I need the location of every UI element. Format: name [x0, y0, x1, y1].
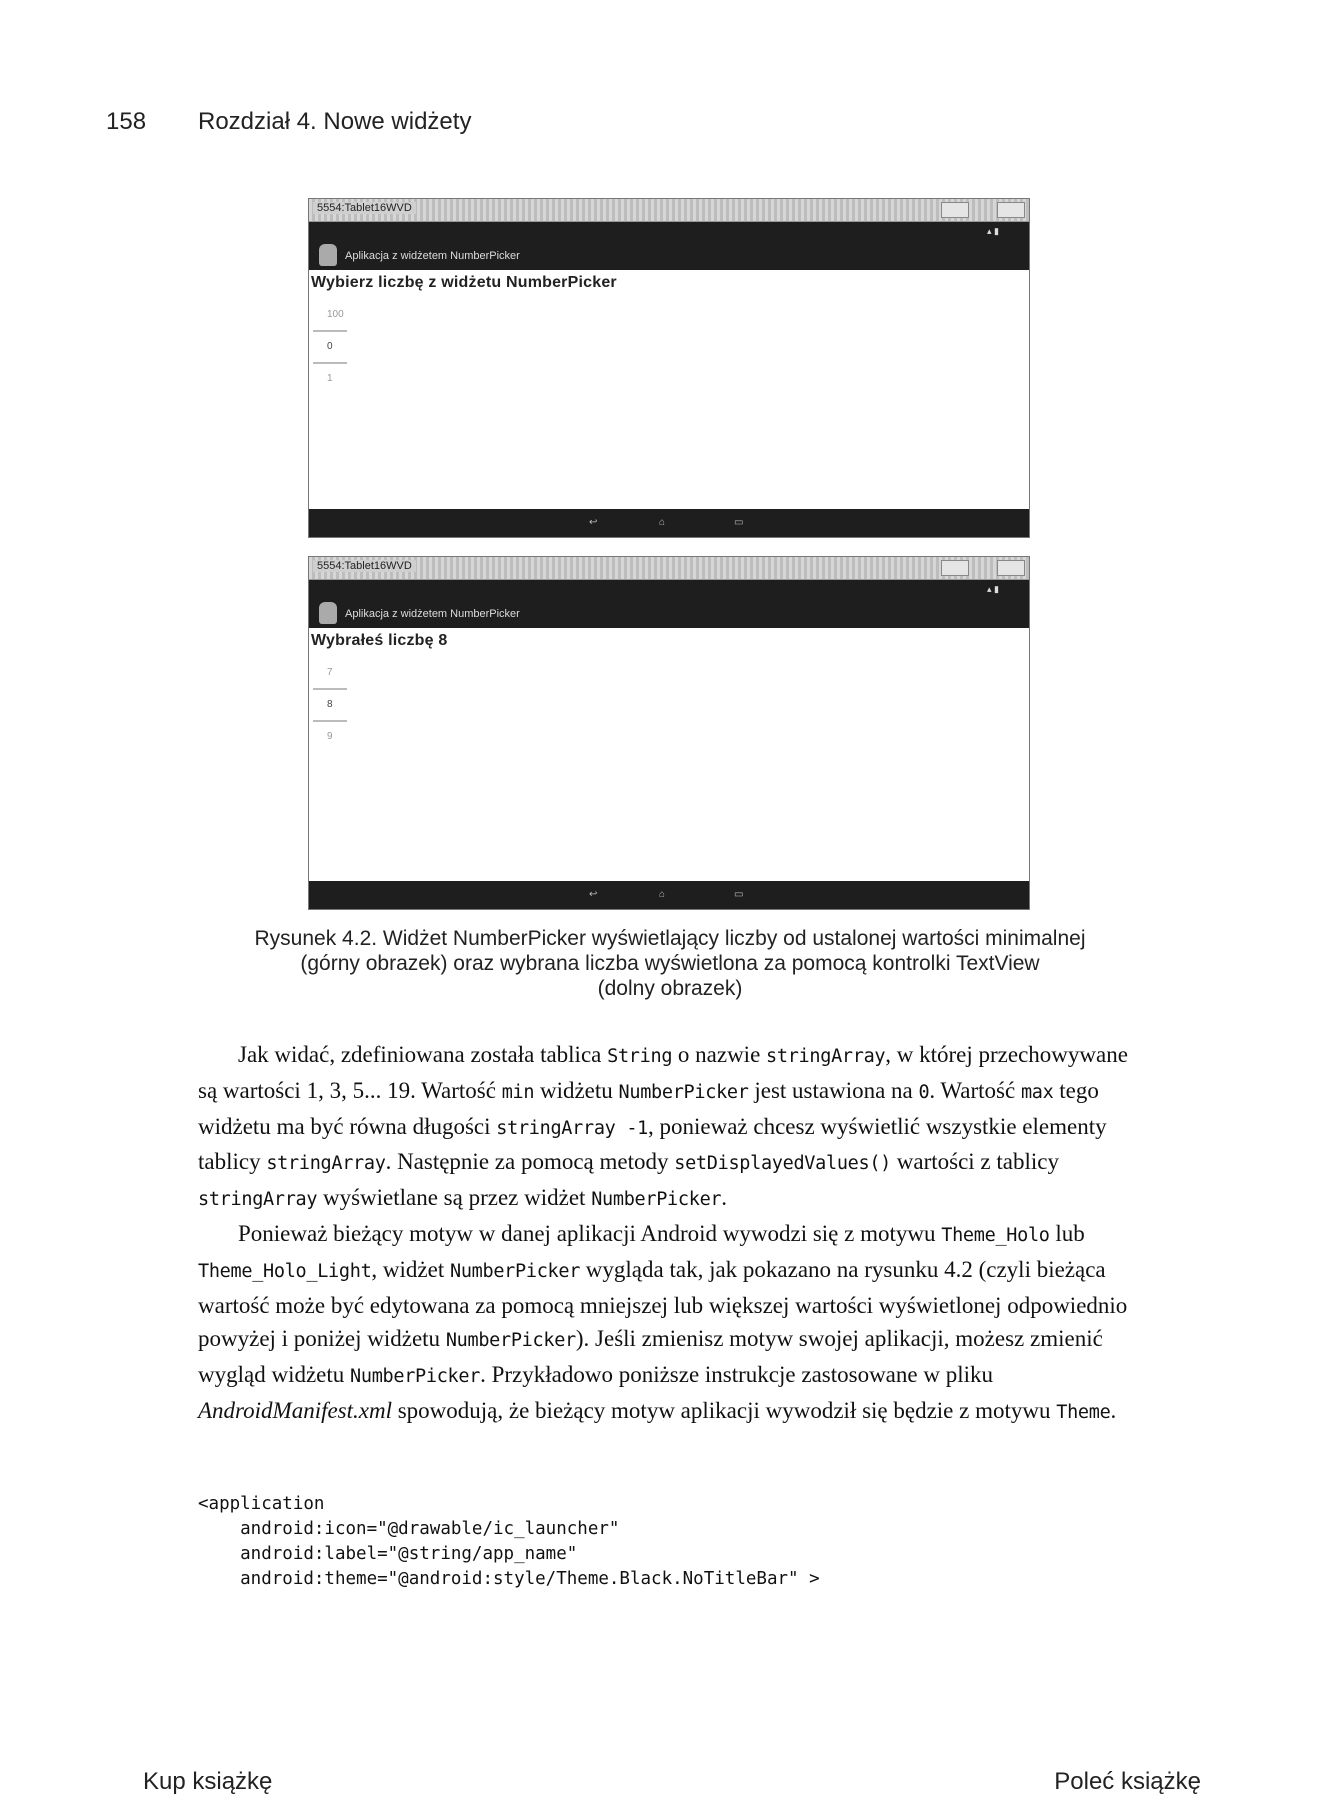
inline-code: NumberPicker: [618, 1081, 749, 1103]
figure-screenshot-top: [308, 198, 1030, 538]
caption-line: (dolny obrazek): [597, 977, 743, 1000]
text: .: [721, 1185, 727, 1211]
figure-screenshot-bottom: [308, 556, 1030, 910]
android-action-bar: [309, 600, 1029, 628]
app-content: [309, 628, 1029, 742]
window-minimize-icon: [941, 202, 969, 218]
inline-code: min: [501, 1081, 535, 1103]
inline-code: max: [1020, 1081, 1054, 1103]
android-action-bar: [309, 242, 1029, 270]
text: , w której przechowywane są wartości 1, 3, 5... 19. Wartość: [198, 1042, 1128, 1103]
home-icon[interactable]: ⌂: [659, 889, 666, 900]
text: . Wartość: [929, 1077, 1021, 1103]
inline-code: NumberPicker: [449, 1260, 581, 1282]
text: , ponieważ chcesz wyświetlić wszystkie elementy tablicy: [198, 1113, 1107, 1175]
buy-book-link[interactable]: Kup książkę: [143, 1768, 273, 1795]
android-launcher-icon: [319, 244, 337, 266]
chapter-title: Rozdział 4. Nowe widżety: [198, 108, 472, 135]
inline-code: NumberPicker: [350, 1366, 481, 1388]
inline-code: stringArray: [266, 1153, 386, 1175]
recent-apps-icon[interactable]: ▭: [734, 889, 744, 900]
emulator-window-title: 5554:Tablet16WVD: [313, 202, 416, 214]
inline-code: NumberPicker: [445, 1330, 576, 1352]
android-launcher-icon: [319, 602, 337, 624]
picker-value-above[interactable]: 7: [327, 667, 333, 678]
text: spowodują, że bieżący motyw aplikacji wywodził się będzie z motywu: [391, 1397, 1057, 1423]
android-nav-bar: [309, 881, 1029, 909]
android-status-bar: [309, 222, 1029, 242]
recent-apps-icon[interactable]: ▭: [734, 517, 744, 528]
text: Ponieważ bieżący motyw w danej aplikacji Android wywodzi się z motywu: [238, 1220, 942, 1246]
window-close-icon: [997, 560, 1025, 576]
page-number: 158: [106, 108, 147, 135]
inline-code: String: [607, 1046, 673, 1067]
text: Jak widać, zdefiniowana została tablica: [238, 1042, 608, 1067]
code-line: android:theme="@android:style/Theme.Black.NoTitleBar" >: [198, 1569, 820, 1589]
inline-code: Theme: [1056, 1401, 1111, 1423]
text: tego widżetu ma być równa długości: [198, 1077, 1099, 1139]
app-content: [309, 270, 1029, 384]
inline-code: setDisplayedValues(): [674, 1153, 892, 1175]
picker-value-below[interactable]: 9: [327, 731, 333, 742]
picker-value-above[interactable]: 100: [327, 309, 344, 320]
back-icon[interactable]: ↩: [589, 517, 598, 528]
caption-line: (górny obrazek) oraz wybrana liczba wyświetlona za pomocą kontrolki TextView: [300, 952, 1040, 975]
signal-icon: ▴ ▮: [987, 226, 999, 236]
inline-code: NumberPicker: [591, 1189, 722, 1211]
window-minimize-icon: [941, 560, 969, 576]
inline-code: stringArray: [766, 1046, 886, 1067]
result-text: Wybrałeś liczbę 8: [311, 632, 448, 649]
emulator-window-title: 5554:Tablet16WVD: [313, 560, 416, 572]
paragraph: [198, 1217, 1128, 1430]
figure-caption: [180, 926, 1160, 1001]
code-listing: [198, 1492, 820, 1592]
text: widżetu: [534, 1077, 619, 1103]
android-status-bar: [309, 580, 1029, 600]
inline-code: stringArray -1: [496, 1117, 649, 1139]
recommend-book-link[interactable]: Poleć książkę: [1054, 1768, 1201, 1795]
emulator-titlebar: [309, 199, 1029, 222]
text: wyświetlane są przez widżet: [317, 1185, 592, 1211]
inline-code: stringArray: [198, 1189, 318, 1211]
emulator-titlebar: [309, 557, 1029, 580]
prompt-text: Wybierz liczbę z widżetu NumberPicker: [311, 274, 617, 291]
caption-line: Rysunek 4.2. Widżet NumberPicker wyświetlający liczby od ustalonej wartości minimalnej: [254, 927, 1086, 950]
file-name: AndroidManifest.xml: [198, 1397, 392, 1423]
paragraph: [198, 1038, 1128, 1217]
number-picker[interactable]: [313, 300, 347, 394]
text: wartości z tablicy: [891, 1149, 1059, 1175]
number-picker[interactable]: [313, 658, 347, 752]
window-close-icon: [997, 202, 1025, 218]
inline-code: 0: [918, 1081, 930, 1103]
android-nav-bar: [309, 509, 1029, 537]
code-line: android:label="@string/app_name": [198, 1544, 578, 1564]
picker-value-current[interactable]: 0: [313, 330, 347, 364]
back-icon[interactable]: ↩: [589, 889, 598, 900]
app-title: Aplikacja z widżetem NumberPicker: [345, 608, 520, 620]
picker-value-below[interactable]: 1: [327, 373, 333, 384]
text: wygląda tak, jak pokazano na rysunku 4.2 (czyli bieżąca wartość może być edytowana za pomocą mniejszej lub większej wartości wyświetlonej odpowiednio powyżej i poniżej widżetu: [198, 1256, 1128, 1352]
app-title: Aplikacja z widżetem NumberPicker: [345, 250, 520, 262]
text: o nazwie: [672, 1042, 767, 1067]
code-line: android:icon="@drawable/ic_launcher": [198, 1519, 620, 1539]
text: lub: [1049, 1220, 1085, 1246]
text: . Następnie za pomocą metody: [385, 1149, 675, 1175]
text: . Przykładowo poniższe instrukcje zastosowane w pliku: [480, 1362, 993, 1388]
page-header: [106, 108, 471, 136]
inline-code: Theme_Holo_Light: [198, 1260, 372, 1282]
signal-icon: ▴ ▮: [987, 584, 999, 594]
code-line: <application: [198, 1494, 325, 1514]
text: .: [1110, 1397, 1117, 1423]
inline-code: Theme_Holo: [941, 1224, 1050, 1246]
picker-value-current[interactable]: 8: [313, 688, 347, 722]
body-text: [198, 1038, 1128, 1430]
text: jest ustawiona na: [748, 1077, 919, 1103]
home-icon[interactable]: ⌂: [659, 517, 666, 528]
text: , widżet: [371, 1256, 450, 1282]
text: ). Jeśli zmienisz motyw swojej aplikacji, możesz zmienić wygląd widżetu: [198, 1326, 1103, 1388]
